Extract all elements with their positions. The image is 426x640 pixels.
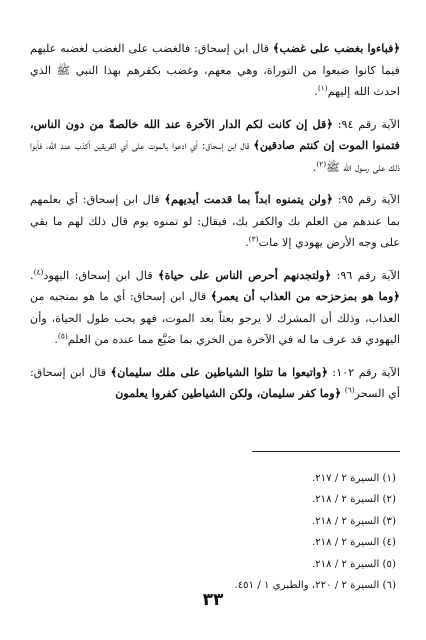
footnote-ref[interactable]: (٢) <box>316 158 327 168</box>
quran-verse: ﴿وما كفر سليمان، ولكن الشياطين كفروا يعلمون <box>115 386 342 400</box>
footnote-item: (٦) السيرة ٢ / ٢٢٠، والطبري ١ / ٤٥١. <box>234 580 396 592</box>
page-body <box>30 38 400 416</box>
footnote-ref[interactable]: (٣) <box>248 234 259 244</box>
quran-verse: ﴿قل إن كانت لكم الدار الآخرة عند الله خالصةً من دون الناس، فتمنوا الموت إن كنتم صادقين﴾ <box>30 116 400 152</box>
paragraph-ayah-96 <box>30 265 400 351</box>
ayah-number: الآية رقم ٩٤: <box>332 117 400 131</box>
commentary-text: . <box>30 268 34 282</box>
footnote-item: (٢) السيرة ٢ / ٢١٨. <box>311 494 396 506</box>
quran-verse: ﴿واتبعوا ما تتلوا الشياطين على ملك سليمان﴾ <box>110 364 328 379</box>
commentary-text: قال ابن إسحاق: فالغضب على الغضب لغضبه عليهم فيما كانوا ضيعوا من التوراة، وهي معهم، وغضب بكفرهم بهذا النبي ﷺ الذي احدث الله إليهم <box>30 42 400 98</box>
page-number: ٣٣ <box>202 590 224 610</box>
footnote-ref[interactable]: (٤) <box>33 266 44 276</box>
footnote-ref[interactable]: (٥) <box>57 331 68 341</box>
quran-verse: ﴿ولتجدنهم أحرص الناس على حياة﴾ <box>158 267 332 282</box>
ayah-number: الآية رقم ١٠٢: <box>327 365 401 379</box>
commentary-text: قال ابن إسحاق: أي ادعوا بالموت على أي الفريقين أكذب عند الله، فأبوا ذلك على رسول الله ﷺ <box>30 139 400 174</box>
ayah-number: الآية رقم ٩٦: <box>331 268 400 282</box>
footnote-divider <box>252 451 400 452</box>
quran-verse: ﴿ولن يتمنوه ابداً بما قدمت أيديهم﴾ <box>164 192 333 206</box>
quran-verse: ﴿وما هو بمزحزحه من العذاب أن يعمر﴾ <box>210 289 400 303</box>
footnote-item: (٥) السيرة ٢ / ٢١٨. <box>311 558 396 570</box>
footnotes-list <box>36 468 396 596</box>
commentary-text: . <box>312 160 317 174</box>
commentary-text: . <box>54 333 58 346</box>
commentary-text: قال ابن إسحاق: أي السحر <box>30 365 400 400</box>
paragraph-ayah-102 <box>30 362 400 405</box>
footnote-ref[interactable]: (١) <box>317 83 328 93</box>
commentary-text: قال ابن إسحاق: أي بعلمهم بما عندهم من العلم بك والكفر بك، فيقال: لو تمنوه يوم قال ذلك لهم ما بقي على وجه الأرض يهودي إلا مات <box>30 193 400 249</box>
paragraph-ayah-95 <box>30 189 400 254</box>
footnote-item: (١) السيرة ٢ / ٢١٧. <box>311 473 396 484</box>
footnote-item: (٣) السيرة ٢ / ٢١٨. <box>311 515 396 527</box>
footnote-ref[interactable]: (٦) <box>344 385 355 395</box>
commentary-text: قال ابن إسحاق: أي ما هو بمنجيه من العذاب، وذلك أن المشرك لا يرجو بعثاً بعد الموت، فهو يحب طول الحياة، وأن اليهودي قد عرف ما له في الآخرة من الخزي بما ضَيَّع مما عنده من العلم <box>30 290 400 346</box>
commentary-text: . <box>245 236 249 249</box>
quran-verse: ﴿فباءوا بغضب على غضب﴾ <box>272 41 400 55</box>
paragraph-gadab <box>30 38 400 103</box>
paragraph-ayah-94 <box>30 114 400 179</box>
commentary-text: قال ابن إسحاق: اليهود <box>43 268 159 282</box>
footnote-item: (٤) السيرة ٢ / ٢١٨. <box>311 537 396 549</box>
commentary-text: . <box>314 85 318 98</box>
ayah-number: الآية رقم ٩٥: <box>332 193 400 206</box>
